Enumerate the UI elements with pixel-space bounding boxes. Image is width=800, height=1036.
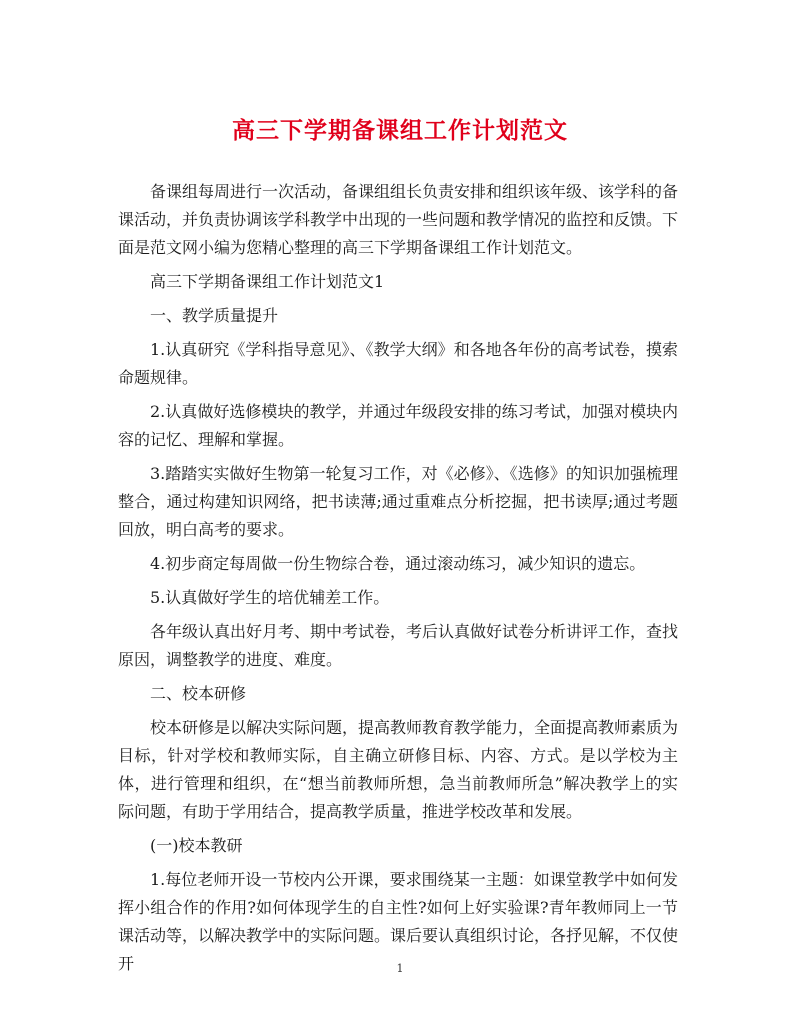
page-number: 1 xyxy=(396,962,404,975)
item-5: 5.认真做好学生的培优辅差工作。 xyxy=(150,588,390,607)
research-item-1: 1.每位老师开设一节校内公开课，要求围绕某一主题：如课堂教学中如何发挥小组合作的作用?如何体现学生的自主性?如何上好实验课?青年教师同上一节课活动等，以解决教学中的实际问题。课后要认真组织讨论，各抒见解，不仅使开 xyxy=(118,870,679,973)
item-1: 1.认真研究《学科指导意见》、《教学大纲》和各地各年份的高考试卷，摸索命题规律。 xyxy=(118,340,678,387)
heading-teaching-quality: 一、教学质量提升 xyxy=(150,306,279,325)
document-title: 高三下学期备课组工作计划范文 xyxy=(232,117,568,144)
heading-school-research: 二、校本研修 xyxy=(150,684,247,703)
intro-paragraph: 备课组每周进行一次活动，备课组组长负责安排和组织该年级、该学科的备课活动，并负责协调该学科教学中出现的一些问题和教学情况的监控和反馈。下面是范文网小编为您精心整理的高三下学期备课组工作计划范文。 xyxy=(118,182,679,257)
section-heading-plan-1: 高三下学期备课组工作计划范文1 xyxy=(150,272,385,291)
item-3: 3.踏踏实实做好生物第一轮复习工作，对《必修》、《选修》的知识加强梳理整合，通过构建知识网络，把书读薄;通过重难点分析挖掘，把书读厚;通过考题回放，明白高考的要求。 xyxy=(118,464,678,539)
document-body xyxy=(118,178,678,984)
item-2: 2.认真做好选修模块的教学，并通过年级段安排的练习考试，加强对模块内容的记忆、理解和掌握。 xyxy=(118,402,678,449)
item-4: 4.初步商定每周做一份生物综合卷，通过滚动练习，减少知识的遗忘。 xyxy=(150,554,646,573)
exam-paragraph: 各年级认真出好月考、期中考试卷，考后认真做好试卷分析讲评工作，查找原因，调整教学的进度、难度。 xyxy=(118,622,679,669)
school-research-paragraph: 校本研修是以解决实际问题，提高教师教育教学能力，全面提高教师素质为目标，针对学校和教师实际，自主确立研修目标、内容、方式。是以学校为主体，进行管理和组织，在“想当前教师所想，急当前教师所急”解决教学上的实际问题，有助于学用结合，提高教学质量，推进学校改革和发展。 xyxy=(118,718,679,821)
subheading-school-teaching-research: (一)校本教研 xyxy=(150,836,243,855)
